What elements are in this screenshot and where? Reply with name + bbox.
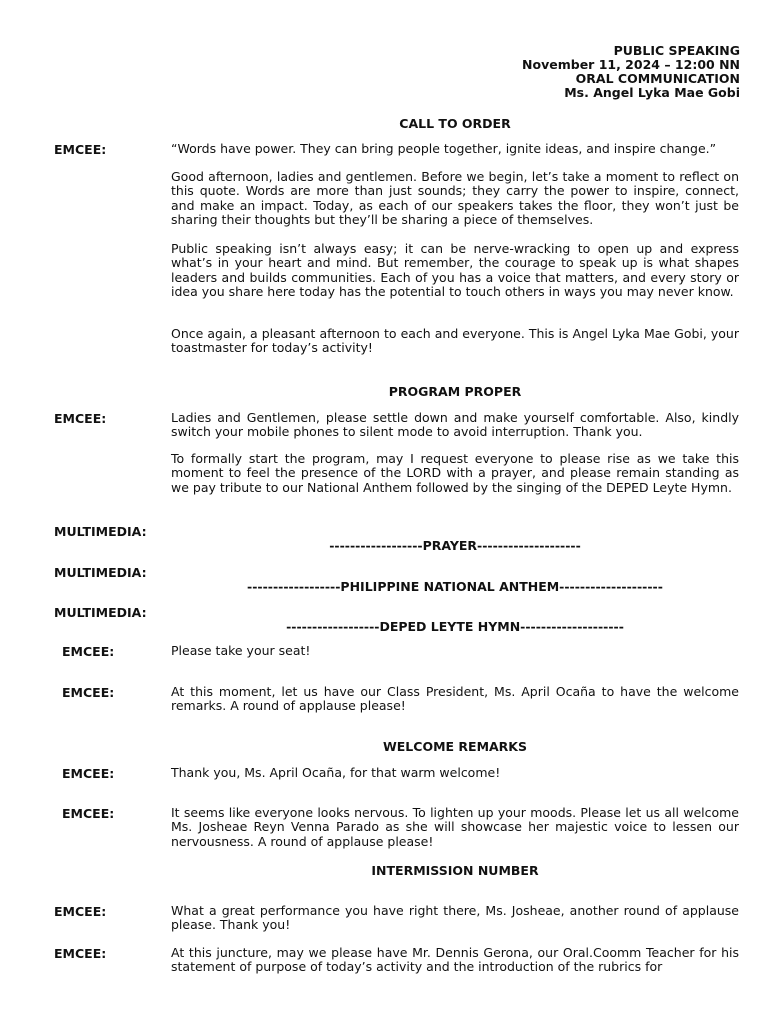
emcee-label: EMCEE: [54,946,107,961]
section-call-to-order: CALL TO ORDER [399,116,511,131]
emcee-label: EMCEE: [54,142,107,157]
opening-paragraph: Good afternoon, ladies and gentlemen. Before we begin, let’s take a moment to reflect on this quote. Words are more than just sounds; they carry the power to inspire, connect, and make an impact. Today, as each of our speakers takes the floor, they won’t just be sharing their thoughts but they’ll be sharing a piece of themselves. [171,169,739,227]
public-speaking-paragraph: Public speaking isn’t always easy; it can be nerve-wracking to open up and express what’s in your heart and mind. But remember, the courage to speak up is what shapes leaders and builds communities. Each of you has a voice that matters, and every story or idea you share here today has the potential to touch others in ways you may never know. [171,241,739,299]
multimedia-label: MULTIMEDIA: [54,524,147,539]
emcee-label: EMCEE: [62,806,115,821]
hymn-divider: ------------------DEPED LEYTE HYMN-------------------- [286,619,624,634]
multimedia-label: MULTIMEDIA: [54,605,147,620]
juncture-paragraph: At this juncture, may we please have Mr. Dennis Gerona, our Oral.Coomm Teacher for his statement of purpose of today’s activity and the introduction of the rubrics for [171,945,739,975]
section-welcome-remarks: WELCOME REMARKS [382,739,527,754]
take-seat-paragraph: Please take your seat! [171,643,311,658]
header-date: November 11, 2024 – 12:00 NN [522,57,740,72]
thank-you-paragraph: Thank you, Ms. April Ocaña, for that warm welcome! [171,765,501,780]
prayer-request-paragraph: To formally start the program, may I request everyone to please rise as we take this moment to feel the presence of the LORD with a prayer, and please remain standing as we pay tribute to our National Anthem followed by the singing of the DEPED Leyte Hymn. [171,451,739,495]
emcee-label: EMCEE: [62,766,115,781]
emcee-label: EMCEE: [54,411,107,426]
nervous-paragraph: It seems like everyone looks nervous. To lighten up your moods. Please let us all welcome Ms. Josheae Reyn Venna Parado as she will showcase her majestic voice to lessen our nervousness. A round of applause please! [171,805,739,849]
prayer-divider: ------------------PRAYER-------------------- [329,538,581,553]
emcee-label: EMCEE: [54,904,107,919]
emcee-label: EMCEE: [62,685,115,700]
quote-paragraph: “Words have power. They can bring people together, ignite ideas, and inspire change.” [171,141,717,156]
emcee-label: EMCEE: [62,644,115,659]
section-intermission: INTERMISSION NUMBER [371,863,539,878]
multimedia-label: MULTIMEDIA: [54,565,147,580]
class-president-paragraph: At this moment, let us have our Class President, Ms. April Ocaña to have the welcome remarks. A round of applause please! [171,684,739,714]
header-subject: ORAL COMMUNICATION [575,71,740,86]
header-teacher: Ms. Angel Lyka Mae Gobi [564,85,740,100]
settle-down-paragraph: Ladies and Gentlemen, please settle down and make yourself comfortable. Also, kindly switch your mobile phones to silent mode to avoid interruption. Thank you. [171,410,739,440]
section-program-proper: PROGRAM PROPER [388,384,522,399]
document-header [522,44,740,100]
greeting-paragraph: Once again, a pleasant afternoon to each and everyone. This is Angel Lyka Mae Gobi, your toastmaster for today’s activity! [171,326,739,356]
header-title: PUBLIC SPEAKING [613,43,740,58]
performance-paragraph: What a great performance you have right there, Ms. Josheae, another round of applause please. Thank you! [171,903,739,933]
anthem-divider: ------------------PHILIPPINE NATIONAL ANTHEM-------------------- [247,579,663,594]
